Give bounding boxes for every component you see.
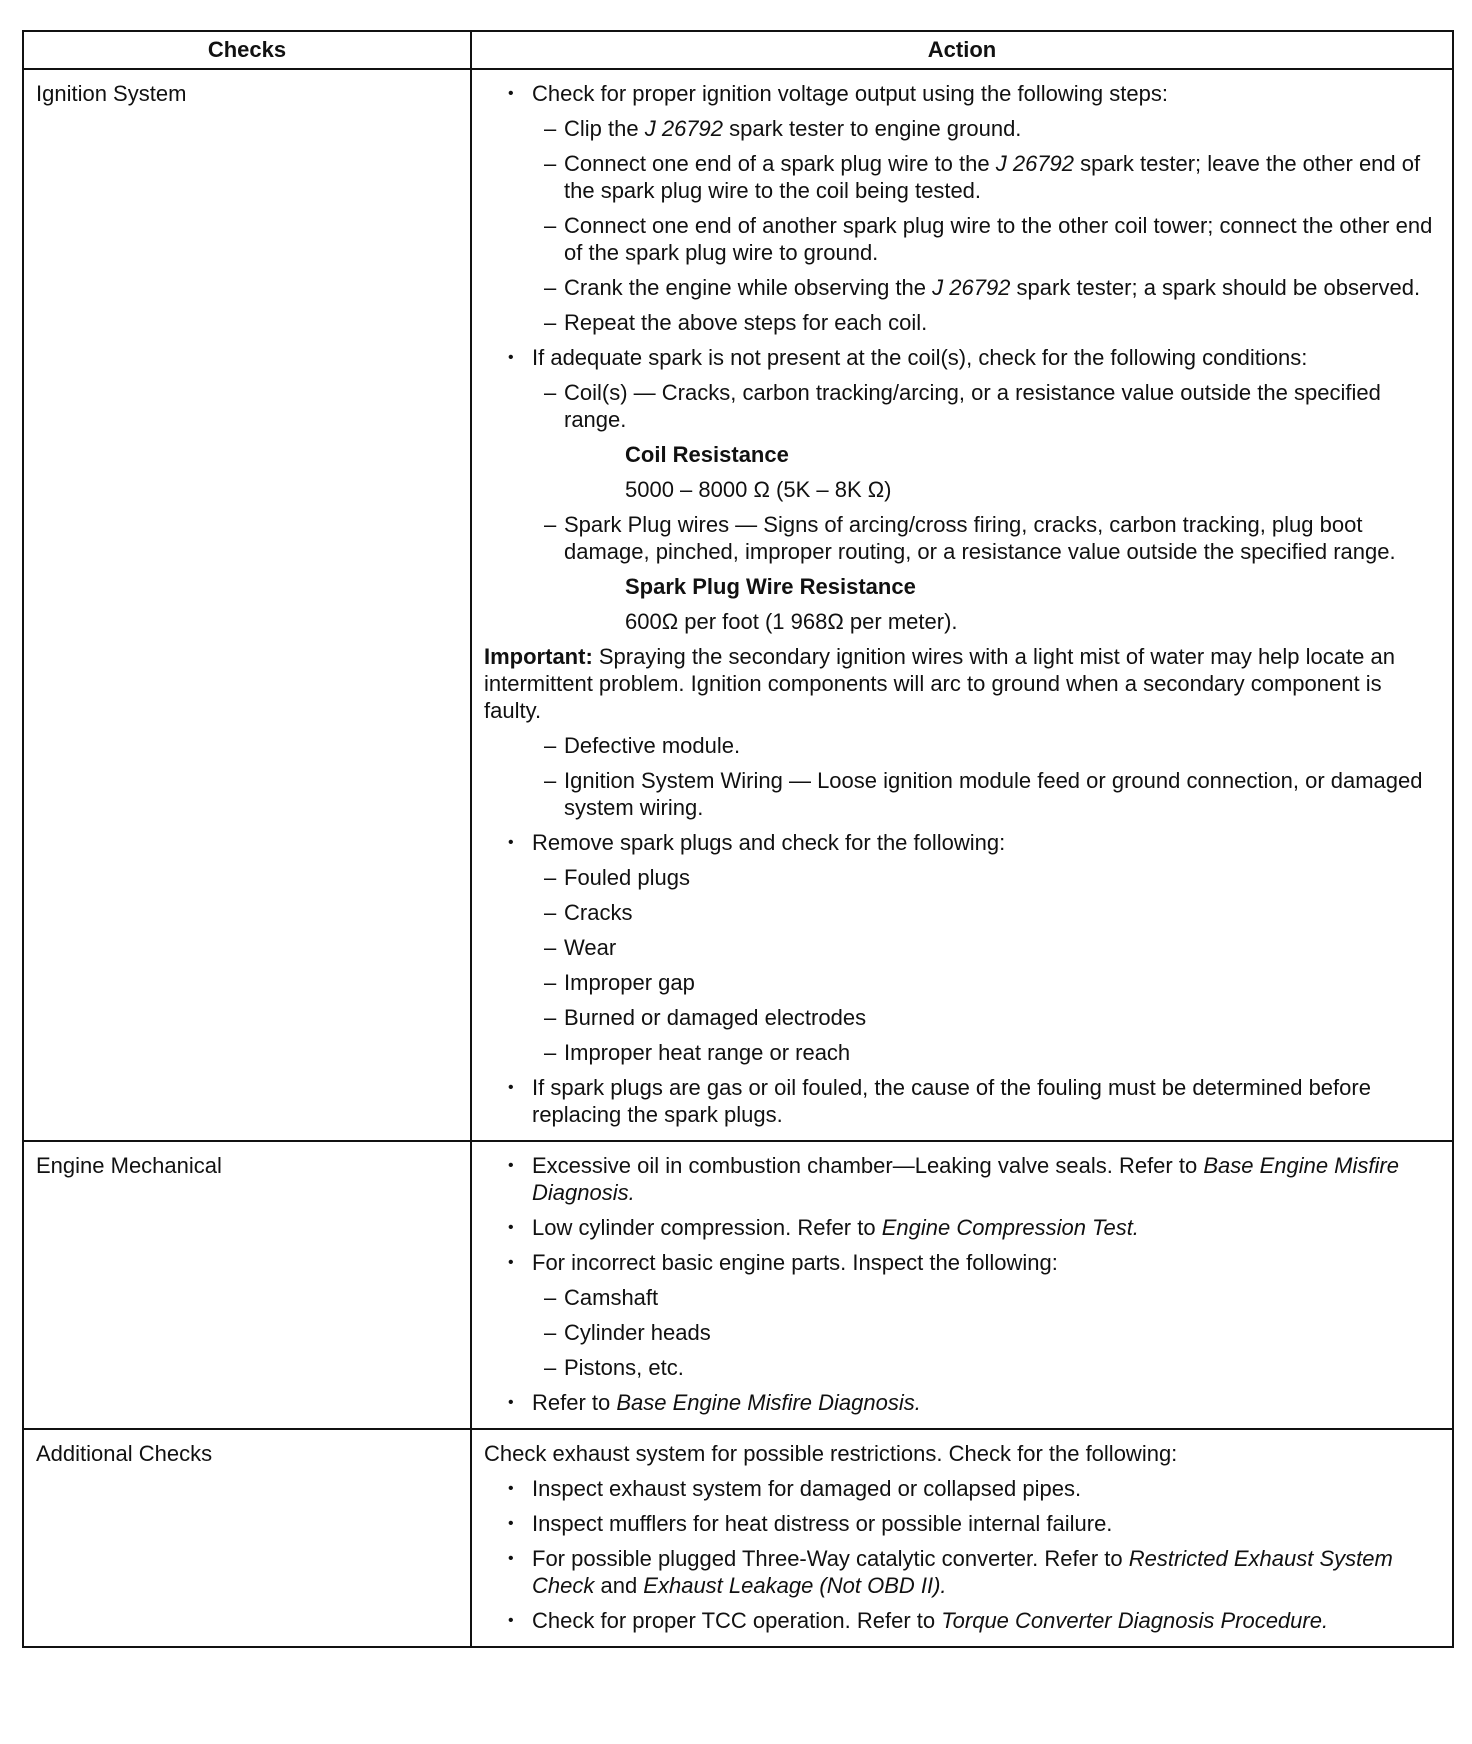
list-item: – Cylinder heads	[544, 1320, 711, 1345]
check-additional-checks: Additional Checks	[23, 1429, 471, 1647]
bullet-icon: •	[508, 1079, 514, 1096]
dash-icon: –	[544, 768, 557, 793]
table-row	[23, 69, 1453, 1141]
list-item: – Camshaft	[544, 1285, 659, 1310]
list-item: • Check for proper ignition voltage output using the following steps:	[508, 81, 1168, 106]
list-item: • For possible plugged Three-Way catalytic converter. Refer to Restricted Exhaust System Check and Exhaust Leakage (Not OBD II).	[508, 1546, 1393, 1598]
bullet-icon: •	[508, 834, 514, 851]
diagnosis-document	[22, 30, 1452, 1648]
bullet-icon: •	[508, 1394, 514, 1411]
bullet-icon: •	[508, 1480, 514, 1497]
dash-icon: –	[544, 1040, 557, 1065]
dash-icon: –	[544, 970, 557, 995]
additional-intro: Check exhaust system for possible restrictions. Check for the following:	[484, 1441, 1178, 1466]
dash-icon: –	[544, 865, 557, 890]
coil-resistance-label: Coil Resistance	[625, 442, 789, 467]
list-item: – Coil(s) — Cracks, carbon tracking/arcing, or a resistance value outside the specified range.	[544, 380, 1381, 432]
list-item: • For incorrect basic engine parts. Inspect the following:	[508, 1250, 1058, 1275]
list-item: – Improper heat range or reach	[544, 1040, 851, 1065]
coil-resistance-value: 5000 – 8000 Ω (5K – 8K Ω)	[625, 477, 892, 502]
dash-icon: –	[544, 1355, 557, 1380]
list-item: • Check for proper TCC operation. Refer to Torque Converter Diagnosis Procedure.	[508, 1608, 1329, 1633]
list-item: – Connect one end of a spark plug wire to the J 26792 spark tester; leave the other end of the spark plug wire to the coil being tested.	[544, 151, 1421, 203]
check-ignition-system: Ignition System	[23, 69, 471, 1141]
list-item: – Cracks	[544, 900, 633, 925]
list-item: • Inspect exhaust system for damaged or collapsed pipes.	[508, 1476, 1082, 1501]
list-item: – Clip the J 26792 spark tester to engine ground.	[544, 116, 1022, 141]
checks-column-header: Checks	[23, 31, 471, 69]
bullet-icon: •	[508, 85, 514, 102]
dash-icon: –	[544, 1005, 557, 1030]
dash-icon: –	[544, 1320, 557, 1345]
wire-resistance-value: 600Ω per foot (1 968Ω per meter).	[625, 609, 958, 634]
list-item: – Spark Plug wires — Signs of arcing/cross firing, cracks, carbon tracking, plug boot damage, pinched, improper routing, or a resistance value outside the specified range.	[544, 512, 1396, 564]
action-additional-checks	[471, 1429, 1453, 1647]
bullet-icon: •	[508, 1157, 514, 1174]
dash-icon: –	[544, 380, 557, 405]
dash-icon: –	[544, 116, 557, 141]
list-item: – Fouled plugs	[544, 865, 690, 890]
dash-icon: –	[544, 512, 557, 537]
dash-icon: –	[544, 1285, 557, 1310]
bullet-icon: •	[508, 1612, 514, 1629]
bullet-icon: •	[508, 349, 514, 366]
bullet-icon: •	[508, 1515, 514, 1532]
bullet-icon: •	[508, 1550, 514, 1567]
dash-icon: –	[544, 733, 557, 758]
list-item: – Crank the engine while observing the J 26792 spark tester; a spark should be observed.	[544, 275, 1421, 300]
dash-icon: –	[544, 310, 557, 335]
dash-icon: –	[544, 213, 557, 238]
table-row	[23, 1429, 1453, 1647]
list-item: • Excessive oil in combustion chamber—Leaking valve seals. Refer to Base Engine Misfire Diagnosis.	[508, 1153, 1399, 1205]
list-item: – Defective module.	[544, 733, 741, 758]
dash-icon: –	[544, 275, 557, 300]
dash-icon: –	[544, 151, 557, 176]
bullet-icon: •	[508, 1254, 514, 1271]
diagnosis-table	[22, 30, 1454, 1648]
list-item: – Repeat the above steps for each coil.	[544, 310, 928, 335]
list-item: • Remove spark plugs and check for the following:	[508, 830, 1006, 855]
list-item: • If spark plugs are gas or oil fouled, the cause of the fouling must be determined before replacing the spark plugs.	[508, 1075, 1371, 1127]
wire-resistance-label: Spark Plug Wire Resistance	[625, 574, 916, 599]
list-item: • Inspect mufflers for heat distress or possible internal failure.	[508, 1511, 1113, 1536]
important-note: Important: Spraying the secondary ignition wires with a light mist of water may help locate an intermittent problem. Ignition components will arc to ground when a secondary component is faulty.	[484, 644, 1395, 723]
list-item: – Connect one end of another spark plug wire to the other coil tower; connect the other end of the spark plug wire to ground.	[544, 213, 1433, 265]
dash-icon: –	[544, 935, 557, 960]
table-header-row	[23, 31, 1453, 69]
list-item: – Wear	[544, 935, 617, 960]
action-ignition-system	[471, 69, 1453, 1141]
list-item: – Burned or damaged electrodes	[544, 1005, 867, 1030]
list-item: – Pistons, etc.	[544, 1355, 684, 1380]
list-item: • Low cylinder compression. Refer to Engine Compression Test.	[508, 1215, 1139, 1240]
check-engine-mechanical: Engine Mechanical	[23, 1141, 471, 1429]
bullet-icon: •	[508, 1219, 514, 1236]
list-item: • If adequate spark is not present at the coil(s), check for the following conditions:	[508, 345, 1308, 370]
list-item: • Refer to Base Engine Misfire Diagnosis.	[508, 1390, 921, 1415]
list-item: – Improper gap	[544, 970, 695, 995]
action-engine-mechanical	[471, 1141, 1453, 1429]
list-item: – Ignition System Wiring — Loose ignition module feed or ground connection, or damaged system wiring.	[544, 768, 1423, 820]
table-row	[23, 1141, 1453, 1429]
dash-icon: –	[544, 900, 557, 925]
action-column-header: Action	[471, 31, 1453, 69]
